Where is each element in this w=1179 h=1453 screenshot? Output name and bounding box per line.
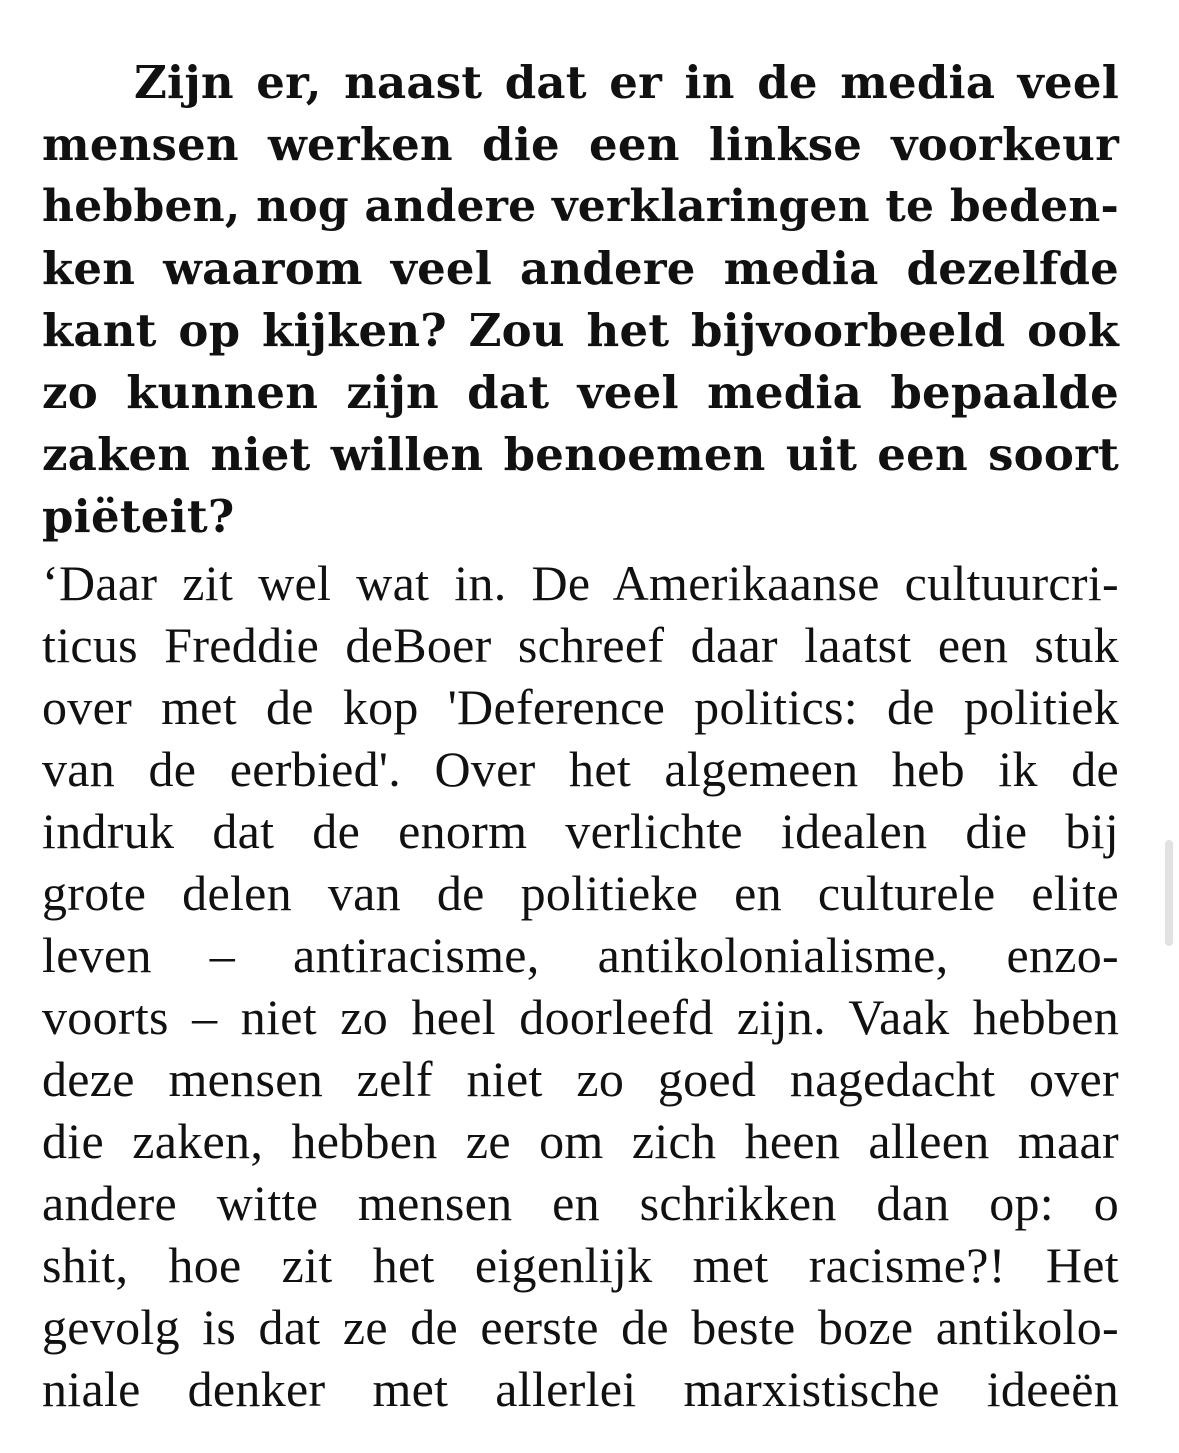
answer-line: van de eerbied'. Over het algemeen heb ik de	[42, 741, 1119, 797]
answer-line: deze mensen zelf niet zo goed nagedacht over	[42, 1051, 1119, 1107]
answer-line: over met de kop 'Deference politics: de politiek	[42, 679, 1119, 735]
interview-question	[42, 52, 1119, 548]
answer-line: grote delen van de politieke en culturele elite	[42, 865, 1119, 921]
question-line: Zijn er, naast dat er in de media veel	[134, 56, 1119, 109]
question-line: mensen werken die een linkse voorkeur	[42, 118, 1119, 171]
question-line: piëteit?	[42, 490, 235, 543]
answer-line: niale denker met allerlei marxistische ideeën	[42, 1361, 1119, 1417]
question-line: kant op kijken? Zou het bijvoorbeeld ook	[42, 304, 1119, 357]
question-line: zo kunnen zijn dat veel media bepaalde	[42, 366, 1119, 419]
answer-line: indruk dat de enorm verlichte idealen die bij	[42, 803, 1119, 859]
question-line: ken waarom veel andere media dezelfde	[42, 242, 1119, 295]
question-line: hebben, nog andere verklaringen te beden-	[42, 181, 1119, 232]
answer-line: die zaken, hebben ze om zich heen alleen maar	[42, 1113, 1119, 1169]
interview-answer	[42, 552, 1119, 1420]
answer-line: shit, hoe zit het eigenlijk met racisme?! Het	[42, 1237, 1119, 1293]
answer-line: ticus Freddie deBoer schreef daar laatst een stuk	[42, 617, 1119, 673]
answer-line: ‘Daar zit wel wat in. De Amerikaanse cultuurcri-	[42, 555, 1119, 611]
question-line: zaken niet willen benoemen uit een soort	[42, 428, 1119, 481]
scrollbar-thumb[interactable]	[1165, 840, 1173, 946]
answer-line: gevolg is dat ze de eerste de beste boze antikolo-	[42, 1299, 1119, 1355]
answer-line: voorts – niet zo heel doorleefd zijn. Vaak hebben	[42, 989, 1119, 1045]
answer-line: leven – antiracisme, antikolonialisme, enzo-	[42, 927, 1119, 983]
answer-line: andere witte mensen en schrikken dan op: o	[42, 1175, 1119, 1231]
